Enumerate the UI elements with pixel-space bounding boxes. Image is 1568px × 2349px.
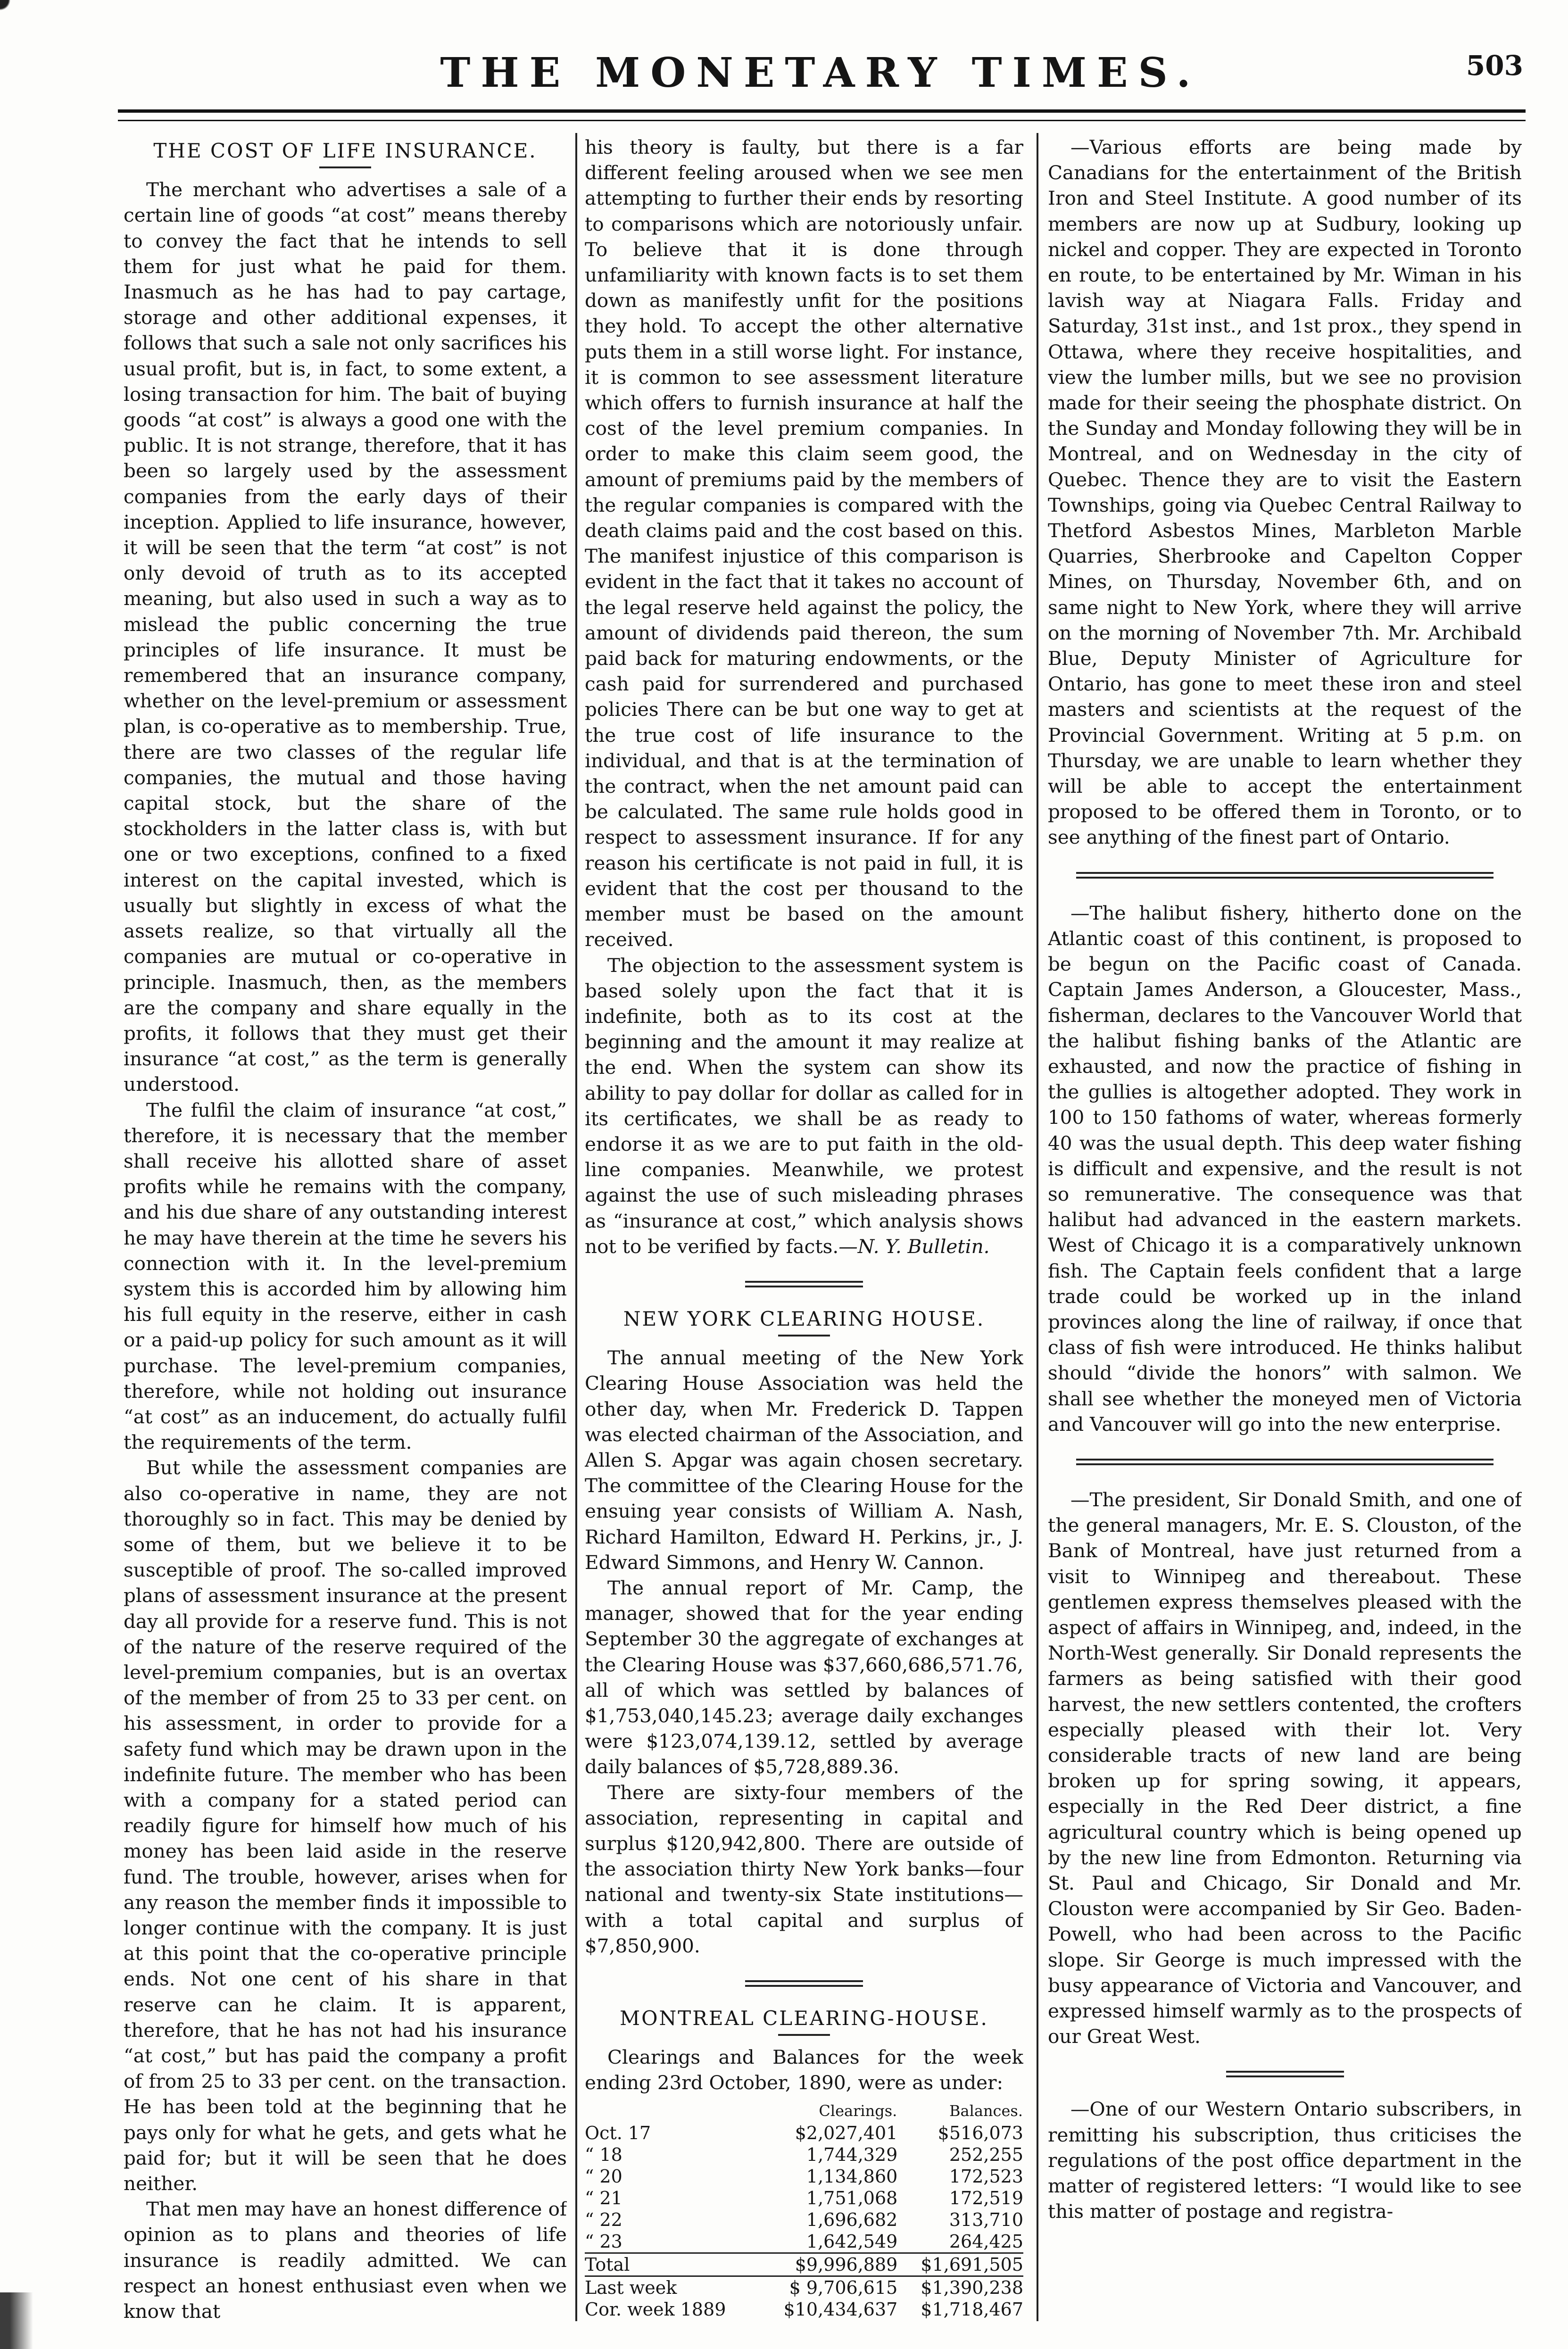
article-heading-life-insurance: THE COST OF LIFE INSURANCE. <box>153 139 537 162</box>
masthead-rule-thin <box>118 120 1526 121</box>
scan-edge-shadow <box>0 2292 33 2349</box>
article-paragraph: There are sixty-four members of the association, representing in capital and surplus $120,942,800. There are outside of the association thirty New York banks—four national and twenty-six State institutions—with a total capital and surplus of $7,850,900. <box>585 1781 1023 1957</box>
clearings-table <box>585 2100 1023 2320</box>
article-paragraph: his theory is faulty, but there is a far different feeling aroused when we see men attempting to further their ends by resorting to comparisons which are notoriously unfair. To believe that it is done through unfamiliarity with known facts is to set them down as manifestly unfit for the positions they hold. To accept the other alternative puts them in a still worse light. For instance, it is common to see assessment literature which offers to furnish insurance at half the cost of the level premium companies. In order to make this claim seem good, the amount of premiums paid by the members of the regular companies is compared with the death claims paid and the cost based on this. The manifest injustice of this comparison is evident in the fact that it takes no account of the legal reserve held against the policy, the amount of dividends paid thereon, the sum paid back for maturing endowments, or the cash paid for surrendered and purchased policies There can be but one way to get at the true cost of life insurance to the individual, and that is at the termination of the contract, when the net amount paid can be calculated. The same rule holds good in respect to assessment insurance. If for any reason his certificate is not paid in full, it is evident that the cost per thousand to the member must be based on the amount received. <box>585 136 1023 951</box>
article-paragraph <box>585 953 1023 1259</box>
total-clearings: $9,996,889 <box>758 2253 897 2276</box>
total-label: Total <box>585 2253 758 2276</box>
masthead <box>118 45 1523 101</box>
section-separator <box>1076 1459 1493 1465</box>
row-date: “ 20 <box>585 2166 622 2187</box>
section-separator <box>745 1980 863 1987</box>
source-signature: —N. Y. Bulletin. <box>838 1235 990 1258</box>
table-row-cor-week <box>585 2299 1023 2320</box>
row-date: “ 22 <box>585 2209 622 2230</box>
last-week-label: Last week <box>585 2277 677 2298</box>
table-row <box>585 2187 1023 2209</box>
article-paragraph: The annual report of Mr. Camp, the manager, showed that for the year ending September 30 the aggregate of exchanges at the Clearing House was $37,660,686,571.76, all of which was settled by balances of $1,753,040,145.23; average daily exchanges were $123,074,139.12, settled by average daily balances of $5,728,889.36. <box>585 1576 1023 1778</box>
article-paragraph: That men may have an honest difference of opinion as to plans and theories of life insurance is readily admitted. We can respect an honest enthusiast even when we know that <box>124 2198 567 2323</box>
article-heading-montreal-clearing: MONTREAL CLEARING-HOUSE. <box>620 2007 988 2030</box>
total-balances: $1,691,505 <box>897 2253 1023 2276</box>
table-header-row <box>585 2100 1023 2122</box>
table-row <box>585 2209 1023 2231</box>
row-date: “ 21 <box>585 2187 622 2208</box>
row-balances: 172,519 <box>949 2187 1023 2208</box>
section-separator <box>1226 2071 1344 2077</box>
row-balances: 252,255 <box>949 2144 1023 2165</box>
row-date: “ 18 <box>585 2144 622 2165</box>
heading-rule <box>319 166 371 168</box>
column-divider-2 <box>1037 133 1038 2321</box>
row-clearings: 1,696,682 <box>806 2209 898 2230</box>
table-row <box>585 2144 1023 2166</box>
table-row <box>585 2166 1023 2187</box>
heading-rule <box>778 1335 830 1336</box>
column-2 <box>585 134 1023 2323</box>
masthead-title: THE MONETARY TIMES. <box>440 49 1201 97</box>
row-clearings: 1,751,068 <box>806 2187 898 2208</box>
article-paragraph: —Various efforts are being made by Canadians for the entertainment of the British Iron and Steel Institute. A good number of its members are now up at Sudbury, looking up nickel and copper. They are expected in Toronto en route, to be entertained by Mr. Wiman in his lavish way at Niagara Falls. Friday and Saturday, 31st inst., and 1st prox., they spend in Ottawa, where they receive hospitalities, and view the lumber mills, but we see no provision made for their seeing the phosphate district. On the Sunday and Monday following they will be in Montreal, and on Wednesday in the city of Quebec. Thence they are to visit the Eastern Townships, going via Quebec Central Railway to Thetford Asbestos Mines, Marbleton Marble Quarries, Sherbrooke and Capelton Copper Mines, on Thursday, November 6th, and on same night to New York, where they will arrive on the morning of November 7th. Mr. Archibald Blue, Deputy Minister of Agriculture for Ontario, has gone to meet these iron and steel masters and scientists at the request of the Provincial Government. Writing at 5 p.m. on Thursday, we are unable to learn whether they will be able to accept the entertainment proposed to be offered them in Toronto, or to see anything of the finest part of Ontario. <box>1048 136 1522 849</box>
article-text: The objection to the assessment system is based solely upon the fact that it is indefinite, both as to its cost at the beginning and the amount it may realize at the end. When the system can show its ability to pay dollar for dollar as called for in its certificates, we shall be as ready to endorse it as we are to put faith in the old-line companies. Meanwhile, we protest against the use of such misleading phrases as “insurance at cost,” which analysis shows not to be verified by facts. <box>585 954 1023 1258</box>
row-clearings: 1,134,860 <box>806 2166 898 2187</box>
cor-week-balances: $1,718,467 <box>921 2299 1023 2320</box>
table-row <box>585 2231 1023 2253</box>
column-divider-1 <box>575 133 577 2321</box>
article-paragraph: The fulfil the claim of insurance “at cost,” therefore, it is necessary that the member shall receive his allotted share of asset profits while he remains with the company, and his due share of any outstanding interest he may have therein at the time he severs his connection with it. In the level-premium system this is accorded him by allowing him his full equity in the reserve, either in cash or a paid-up policy for such amount as it will purchase. The level-premium companies, therefore, while not holding out insurance “at cost” as an inducement, do actually fulfil the requirements of the term. <box>124 1098 567 1454</box>
section-separator <box>745 1281 863 1287</box>
row-date: “ 23 <box>585 2231 758 2253</box>
row-balances: 313,710 <box>949 2209 1023 2230</box>
article-paragraph: —The president, Sir Donald Smith, and one of the general managers, Mr. E. S. Clouston, of the Bank of Montreal, have just returned from a visit to Winnipeg and thereabout. These gentlemen express themselves pleased with the aspect of affairs in Winnipeg, and, indeed, in the North-West generally. Sir Donald represents the farmers as being satisfied with their good harvest, the new settlers contented, the crofters especially pleased with their lot. Very considerable tracts of new land are being broken up for spring sowing, it appears, especially in the Red Deer district, a fine agricultural country which is being opened up by the new line from Edmonton. Returning via St. Paul and Chicago, Sir Donald and Mr. Clouston were accompanied by Sir Geo. Baden-Powell, who had been across to the Pacific slope. Sir George is much impressed with the busy appearance of Victoria and Vancouver, and expressed himself warmly as to the prospects of our Great West. <box>1048 1488 1522 2048</box>
column-3 <box>1048 134 1522 2323</box>
row-balances: $516,073 <box>937 2122 1023 2143</box>
scan-mark <box>0 0 19 19</box>
section-separator <box>1076 872 1493 879</box>
table-row <box>585 2122 1023 2144</box>
masthead-rule-thick <box>118 109 1526 113</box>
table-intro: Clearings and Balances for the week ending 23rd October, 1890, were as under: <box>585 2046 1023 2094</box>
last-week-balances: $1,390,238 <box>921 2277 1023 2298</box>
row-clearings: $2,027,401 <box>795 2122 898 2143</box>
cor-week-clearings: $10,434,637 <box>783 2299 898 2320</box>
row-balances: 172,523 <box>949 2166 1023 2187</box>
article-heading-ny-clearing: NEW YORK CLEARING HOUSE. <box>623 1307 985 1330</box>
article-paragraph: —The halibut fishery, hitherto done on the Atlantic coast of this continent, is proposed to be begun on the Pacific coast of Canada. Captain James Anderson, a Gloucester, Mass., fisherman, declares to the Vancouver World that the halibut fishing banks of the Atlantic are exhausted, and now the practice of fishing in the gullies is altogether adopted. They work in 100 to 150 fathoms of water, whereas formerly 40 was the usual depth. This deep water fishing is difficult and expensive, and the result is not so remunerative. The consequence was that halibut had advanced in the eastern markets. West of Chicago it is a comparatively unknown fish. The Captain feels confident that a large trade could be worked up in the inland provinces along the line of railway, if once that class of fish were introduced. He thinks halibut should “divide the honors” with salmon. We shall see whether the moneyed men of Victoria and Vancouver will go into the new enterprise. <box>1048 901 1522 1436</box>
article-paragraph: The merchant who advertises a sale of a certain line of goods “at cost” means thereby to convey the fact that he intends to sell them for just what he paid for them. Inasmuch as he has had to pay cartage, storage and other additional expenses, it follows that such a sale not only sacrifices his usual profit, but is, in fact, to some extent, a losing transaction for him. The bait of buying goods “at cost” is always a good one with the public. It is not strange, therefore, that it has been so largely used by the assessment companies from the early days of their inception. Applied to life insurance, however, it will be seen that the term “at cost” is not only devoid of truth as to its accepted meaning, but also used in such a way as to mislead the public concerning the true principles of life insurance. It must be remembered that an insurance company, whether on the level-premium or assessment plan, is co-operative as to membership. True, there are two classes of the regular life companies, the mutual and those having capital stock, but the share of the stockholders in the latter class is, with but one or two exceptions, confined to a fixed interest on the capital invested, which is usually but slightly in excess of what the assets realize, so that virtually all the companies are mutual or co-operative in principle. Inasmuch, then, as the members are the company and share equally in the profits, it follows that they must get their insurance “at cost,” as the term is generally understood. <box>124 178 567 1096</box>
article-paragraph: —One of our Western Ontario subscribers, in remitting his subscription, thus criticises the regulations of the post office department in the matter of registered letters: “I would like to see this matter of postage and registra- <box>1048 2098 1522 2223</box>
article-paragraph: The annual meeting of the New York Clearing House Association was held the other day, when Mr. Frederick D. Tappen was elected chairman of the Association, and Allen S. Apgar was again chosen secretary. The committee of the Clearing House for the ensuing year consists of William A. Nash, Richard Hamilton, Edward H. Perkins, jr., J. Edward Simmons, and Henry W. Cannon. <box>585 1346 1023 1574</box>
page-number: 503 <box>1466 50 1523 82</box>
header-balances: Balances. <box>949 2101 1023 2120</box>
heading-rule <box>778 2034 830 2036</box>
row-clearings: 1,744,329 <box>806 2144 898 2165</box>
row-date: Oct. 17 <box>585 2122 651 2143</box>
last-week-clearings: $ 9,706,615 <box>789 2277 898 2298</box>
column-1 <box>124 134 567 2323</box>
header-clearings: Clearings. <box>819 2101 897 2120</box>
table-total-row <box>585 2253 1023 2276</box>
row-balances: 264,425 <box>897 2231 1023 2253</box>
table-row-last-week <box>585 2276 1023 2299</box>
article-paragraph: But while the assessment companies are also co-operative in name, they are not thoroughly so in fact. This may be denied by some of them, but we believe it to be susceptible of proof. The so-called improved plans of assessment insurance at the present day all provide for a reserve fund. This is not of the nature of the reserve required of the level-premium companies, but is an overtax of the member of from 25 to 33 per cent. on his assessment, in order to provide for a safety fund which may be drawn upon in the indefinite future. The member who has been with a company for a stated period can readily figure for himself how much of his money has been laid aside in the reserve fund. The trouble, however, arises when for any reason the member finds it impossible to longer continue with the company. It is just at this point that the co-operative principle ends. Not one cent of his share in that reserve can he claim. It is apparent, therefore, that he has not had his insurance “at cost,” but has paid the company a profit of from 25 to 33 per cent. on the transaction. He has been told at the beginning that he pays only for what he gets, and gets what he paid for; but it will be seen that he does neither. <box>124 1456 567 2195</box>
row-clearings: 1,642,549 <box>758 2231 897 2253</box>
cor-week-label: Cor. week 1889 <box>585 2299 726 2320</box>
